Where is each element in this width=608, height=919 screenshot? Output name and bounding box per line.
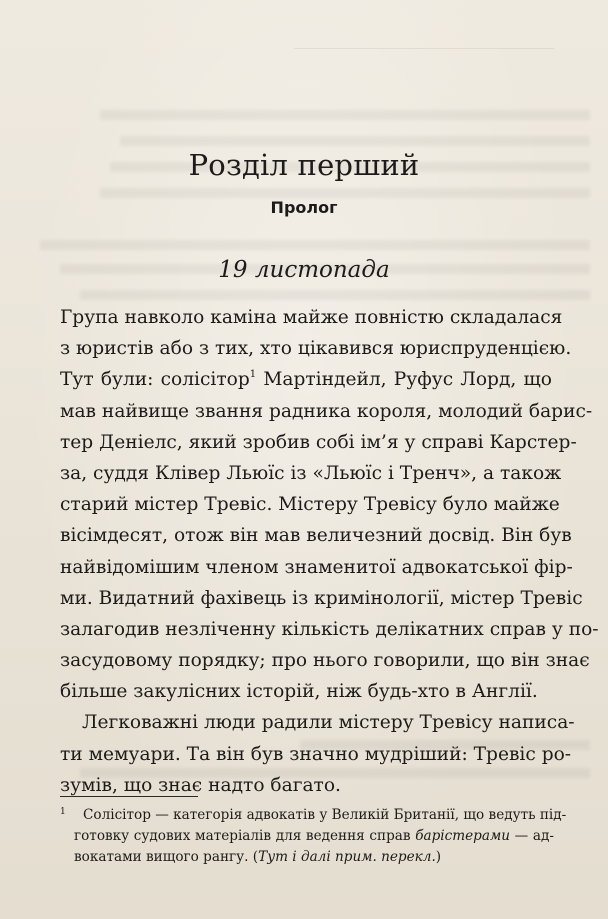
footnote-fragment: Тут і далі прим. перекл. <box>258 849 436 865</box>
bleed-line <box>100 188 590 198</box>
text-line: Група навколо каміна майже повністю складалася <box>60 307 563 328</box>
bleed-line <box>100 110 590 120</box>
bleed-line <box>80 290 590 300</box>
text-line: ми. Видатний фахівець із кримінології, містер Тревіс <box>60 587 583 609</box>
text-line <box>60 364 552 395</box>
text-line: тер Деніелс, який зробив собі ім’я у справі Карстер- <box>60 431 577 453</box>
text-line: вісімдесят, отож він мав величезний досвід. Він був <box>60 525 572 547</box>
running-head-ghost <box>294 34 554 49</box>
text-line: залагодив незліченну кількість делікатних справ у по- <box>60 618 599 640</box>
text-line: найвідомішим членом знаменитої адвокатської фір- <box>60 556 573 578</box>
bleed-line <box>40 240 590 250</box>
footnote-fragment: вокатами вищого рангу. ( <box>74 849 259 865</box>
text-line: за, суддя Клівер Льюїс із «Льюїс і Тренч», а також <box>60 462 562 484</box>
footnote-line: Солісітор — категорія адвокатів у Великій Британії, що ведуть під- <box>83 807 567 823</box>
text-line: зумів, що знає надто багато. <box>60 774 341 796</box>
chapter-subtitle: Пролог <box>270 198 338 217</box>
text-line: з юристів або з тих, хто цікавився юриспруденцією. <box>60 338 572 360</box>
text-line: засудовому порядку; про нього говорили, що він знає <box>60 650 590 672</box>
footnote-divider <box>60 796 198 797</box>
footnote <box>60 805 567 868</box>
text-line: Легковажні люди радили містеру Тревісу написа- <box>82 712 575 734</box>
text-line: старий містер Тревіс. Містеру Тревісу було майже <box>60 494 560 516</box>
footnote-fragment: барістерами <box>415 828 511 844</box>
footnote-line <box>74 847 554 868</box>
footnote-body <box>74 805 567 868</box>
footnote-line <box>74 826 554 847</box>
body-text <box>60 302 599 801</box>
footnote-ref: 1 <box>249 369 257 381</box>
chapter-title: Розділ перший <box>188 148 420 182</box>
section-date: 19 листопада <box>218 257 390 283</box>
footnote-fragment: готовку судових матеріалів для ведення справ <box>74 828 416 844</box>
text-line: мав найвище звання радника короля, молодий барис- <box>60 400 593 422</box>
footnote-fragment: ) <box>435 849 442 865</box>
footnote-fragment: — ад- <box>510 828 554 844</box>
text-line: більше закулісних історій, ніж будь-хто в Англії. <box>60 681 538 703</box>
text-fragment: Мартіндейл, Руфус Лорд, що <box>256 369 552 391</box>
bleed-line <box>120 136 590 146</box>
text-fragment: Тут були: солісітор <box>60 369 250 391</box>
footnote-mark: 1 <box>60 807 66 817</box>
text-line: ти мемуари. Та він був значно мудріший: Тревіс ро- <box>60 743 572 765</box>
